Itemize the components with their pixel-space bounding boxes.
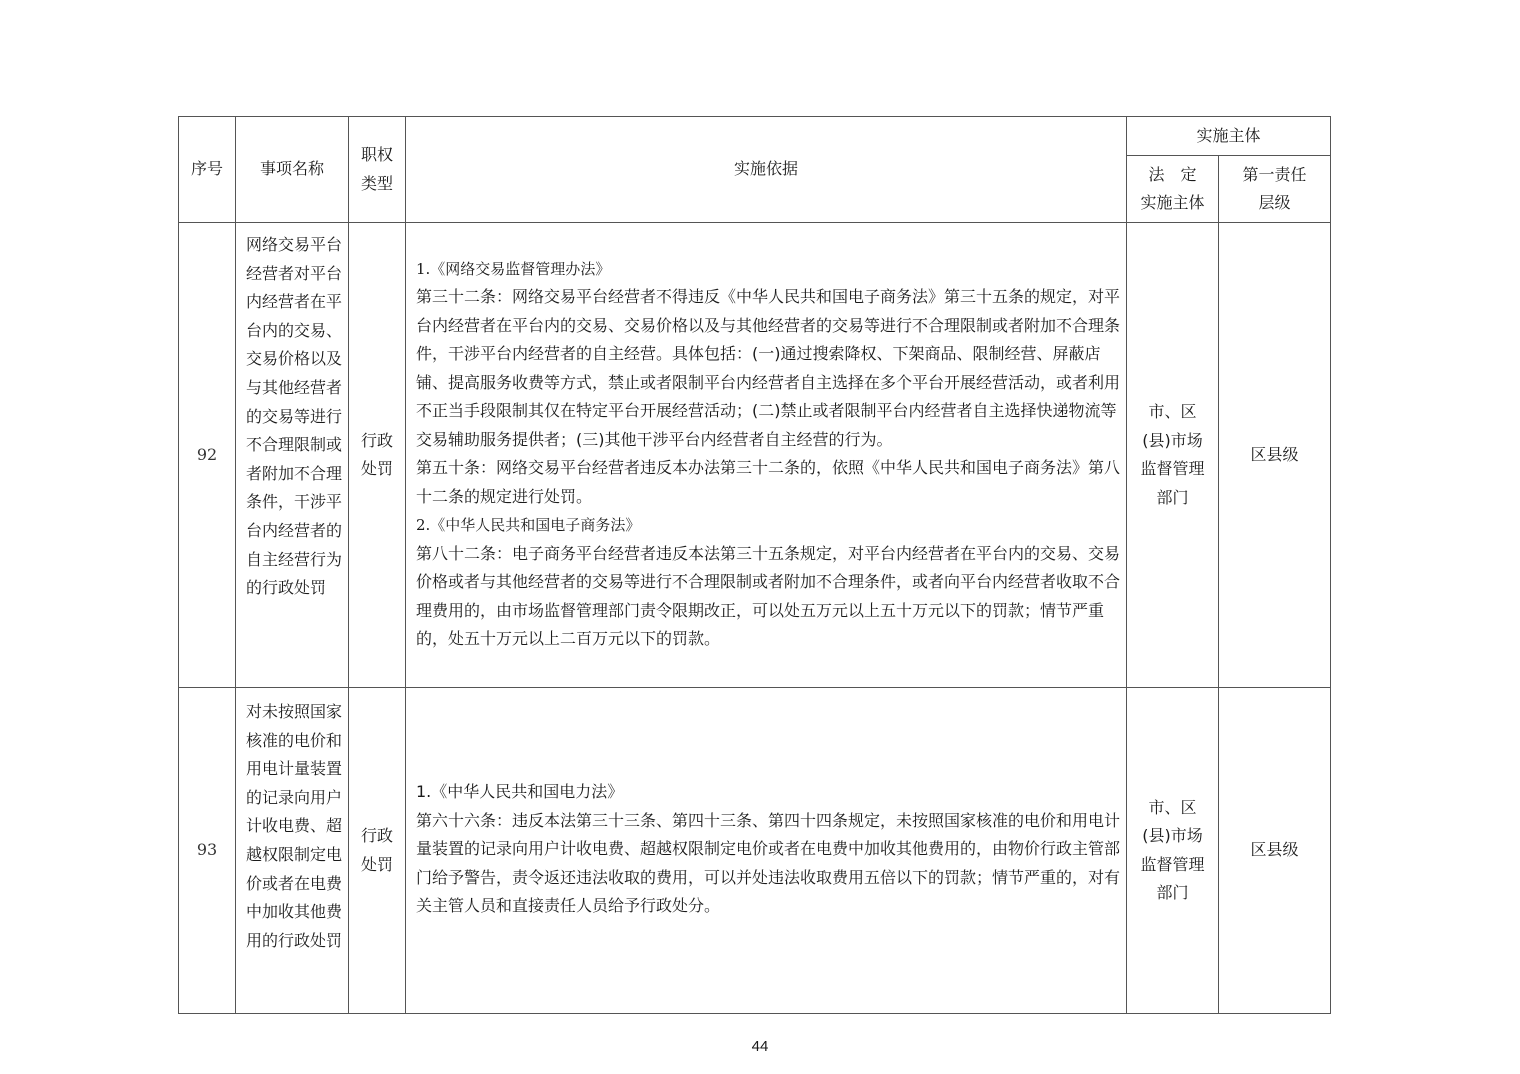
row-legal-implementer: 市、区(县)市场监督管理部门 — [1127, 223, 1219, 688]
row-legal-implementer: 市、区(县)市场监督管理部门 — [1127, 688, 1219, 1014]
row-basis — [406, 223, 1127, 688]
header-legal-implementer — [1127, 156, 1219, 223]
row-basis — [406, 688, 1127, 1014]
header-legal-implementer-line2: 实施主体 — [1140, 193, 1205, 212]
row-seq: 92 — [179, 223, 236, 688]
row-item-name: 网络交易平台经营者对平台内经营者在平台内的交易、交易价格以及与其他经营者的交易等进行不合理限制或者附加不合理条件，干涉平台内经营者的自主经营行为的行政处罚 — [236, 223, 349, 688]
header-responsibility-level-line2: 层级 — [1258, 193, 1291, 212]
row-seq: 93 — [179, 688, 236, 1014]
table-row — [179, 223, 1331, 688]
basis-article: 第六十六条：违反本法第三十三条、第四十三条、第四十四条规定，未按照国家核准的电价和用电计量装置的记录向用户计收电费、超越权限制定电价或者在电费中加收其他费用的，由物价行政主管部门给予警告，责令返还违法收取的费用，可以并处违法收取费用五倍以下的罚款；情节严重的，对有关主管人员和直接责任人员给予行政处分。 — [416, 810, 1121, 916]
table-row — [179, 688, 1331, 1014]
basis-title: 2.《中华人民共和国电子商务法》 — [416, 516, 641, 534]
header-responsibility-level — [1219, 156, 1331, 223]
header-implementer: 实施主体 — [1127, 117, 1331, 156]
basis-title: 1.《中华人民共和国电力法》 — [416, 782, 624, 802]
header-legal-implementer-line1: 法 定 — [1148, 164, 1197, 184]
header-item-name: 事项名称 — [236, 117, 349, 223]
row-responsibility-level: 区县级 — [1219, 223, 1331, 688]
row-item-name: 对未按照国家核准的电价和用电计量装置的记录向用户计收电费、超越权限制定电价或者在电费中加收其他费用的行政处罚 — [236, 688, 349, 1014]
basis-article: 第三十二条：网络交易平台经营者不得违反《中华人民共和国电子商务法》第三十五条的规定，对平台内经营者在平台内的交易、交易价格以及与其他经营者的交易等进行不合理限制或者附加不合理条件，干涉平台内经营者的自主经营。具体包括：(一)通过搜索降权、下架商品、限制经营、屏蔽店铺、提高服务收费等方式，禁止或者限制平台内经营者自主选择在多个平台开展经营活动，或者利用不正当手段限制其仅在特定平台开展经营活动；(二)禁止或者限制平台内经营者自主选择快递物流等交易辅助服务提供者；(三)其他干涉平台内经营者自主经营的行为。 — [416, 287, 1121, 449]
row-power-type: 行政处罚 — [349, 223, 406, 688]
header-seq: 序号 — [179, 117, 236, 223]
row-responsibility-level: 区县级 — [1219, 688, 1331, 1014]
power-list-table — [178, 116, 1331, 1014]
row-power-type: 行政处罚 — [349, 688, 406, 1014]
header-power-type: 职权类型 — [349, 117, 406, 223]
basis-article: 第五十条：网络交易平台经营者违反本办法第三十二条的，依照《中华人民共和国电子商务法》第八十二条的规定进行处罚。 — [416, 458, 1121, 506]
page-number: 44 — [751, 1038, 769, 1055]
basis-title: 1.《网络交易监督管理办法》 — [416, 259, 611, 278]
basis-article: 第八十二条：电子商务平台经营者违反本法第三十五条规定，对平台内经营者在平台内的交易、交易价格或者与其他经营者的交易等进行不合理限制或者附加不合理条件，或者向平台内经营者收取不合理费用的，由市场监督管理部门责令限期改正，可以处五万元以上五十万元以下的罚款；情节严重的，处五十万元以上二百万元以下的罚款。 — [416, 543, 1121, 648]
header-basis: 实施依据 — [406, 117, 1127, 223]
header-responsibility-level-line1: 第一责任 — [1242, 164, 1307, 184]
